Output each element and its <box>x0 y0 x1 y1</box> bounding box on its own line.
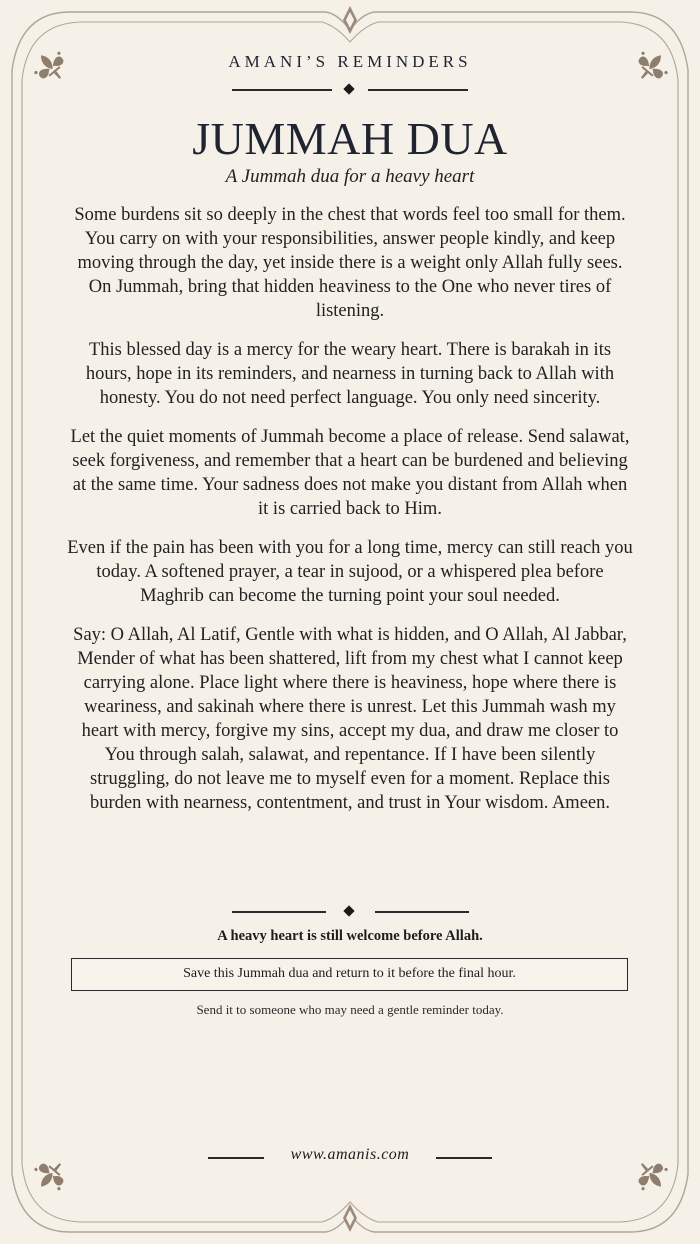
save-reminder-box: Save this Jummah dua and return to it before the final hour. <box>71 958 628 991</box>
dua-paragraph: Say: O Allah, Al Latif, Gentle with what is hidden, and O Allah, Al Jabbar, Mender of what has been shattered, lift from my chest what I cannot keep carrying alone. Place light where there is heaviness, hope where there is weariness, and sakinah where there is unrest. Let this Jummah wash my heart with mercy, forgive my sins, accept my dua, and draw me closer to You through salah, salawat, and repentance. If I have been silently struggling, do not leave me to myself even for a moment. Replace this burden with nearness, contentment, and trust in Your wisdom. Ameen. <box>73 625 627 813</box>
page-title: JUMMAH DUA <box>192 113 508 164</box>
website-link[interactable]: www.amanis.com <box>290 1146 410 1163</box>
diamond-ornament-icon <box>343 83 354 94</box>
paragraph: Let the quiet moments of Jummah become a place of release. Send salawat, seek forgiveness, and remember that a heart can be burdened and believing at the same time. Your sadness does not make you distant from Allah when it is carried back to Him. <box>70 427 630 519</box>
share-note: Send it to someone who may need a gentle reminder today. <box>196 1002 504 1017</box>
divider-line <box>375 911 469 913</box>
page-subtitle: A Jummah dua for a heavy heart <box>225 166 475 187</box>
paragraph: Even if the pain has been with you for a long time, mercy can still reach you today. A softened prayer, a tear in sujood, or a whispered plea before Maghrib can become the turning point your soul needed. <box>67 538 633 606</box>
body-text <box>66 203 634 830</box>
paragraph: This blessed day is a mercy for the weary heart. There is barakah in its hours, hope in its reminders, and nearness in turning back to Allah with honesty. You do not need perfect language. You only need sincerity. <box>85 340 615 408</box>
divider-line <box>368 89 468 91</box>
brand-name: AMANI’S REMINDERS <box>228 52 472 71</box>
divider-line <box>232 911 326 913</box>
diamond-ornament-icon <box>343 905 354 916</box>
paragraph: Some burdens sit so deeply in the chest that words feel too small for them. You carry on with your responsibilities, answer people kindly, and keep moving through the day, yet inside there is a weight only Allah fully sees. On Jummah, bring that hidden heaviness to the One who never tires of listening. <box>74 205 626 321</box>
divider-line <box>436 1157 492 1159</box>
tagline: A heavy heart is still welcome before Allah. <box>217 928 483 944</box>
divider-line <box>232 89 332 91</box>
